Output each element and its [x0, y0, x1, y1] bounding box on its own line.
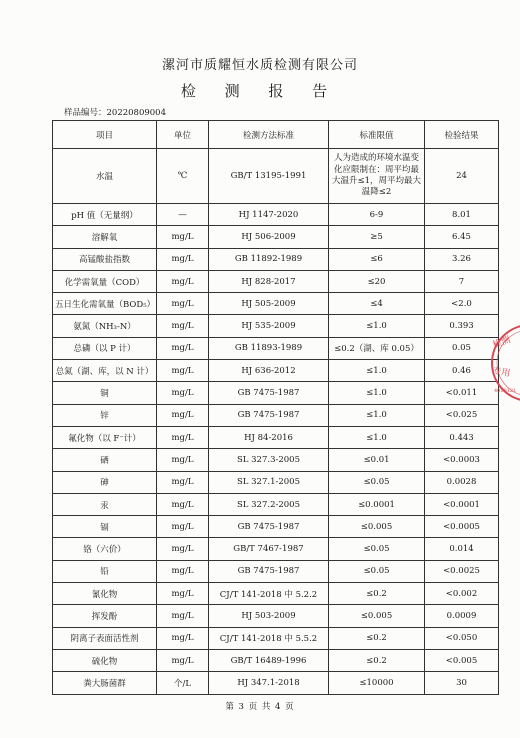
- cell-unit: mg/L: [157, 270, 209, 292]
- cell-method: HJ 828-2017: [209, 270, 329, 292]
- cell-method: GB 11892-1989: [209, 248, 329, 270]
- cell-item: 氰化物: [53, 583, 157, 605]
- table-row: [53, 471, 499, 493]
- cell-method: HJ 505-2009: [209, 293, 329, 315]
- cell-unit: mg/L: [157, 649, 209, 671]
- cell-item: 硒: [53, 449, 157, 471]
- cell-result: 0.0028: [425, 471, 499, 493]
- cell-result: <2.0: [425, 293, 499, 315]
- cell-method: HJ 347.1-2018: [209, 672, 329, 694]
- cell-item: 化学需氧量（COD）: [53, 270, 157, 292]
- sample-number: 样品编号：20220809004: [64, 108, 166, 118]
- cell-result: 0.05: [425, 337, 499, 359]
- cell-item: 溶解氧: [53, 226, 157, 248]
- cell-result: <0.0005: [425, 516, 499, 538]
- cell-limit: ≤1.0: [329, 315, 425, 337]
- cell-method: GB/T 13195-1991: [209, 149, 329, 204]
- cell-unit: mg/L: [157, 382, 209, 404]
- cell-item: 氟化物（以 F⁻计）: [53, 426, 157, 448]
- cell-item: 阴离子表面活性剂: [53, 627, 157, 649]
- cell-limit: ≤0.2: [329, 627, 425, 649]
- cell-item: 铅: [53, 560, 157, 582]
- cell-item: 粪大肠菌群: [53, 672, 157, 694]
- cell-limit: ≤0.05: [329, 538, 425, 560]
- table-row: [53, 516, 499, 538]
- cell-unit: —: [157, 204, 209, 226]
- cell-result: 30: [425, 672, 499, 694]
- cell-method: HJ 535-2009: [209, 315, 329, 337]
- cell-unit: mg/L: [157, 627, 209, 649]
- cell-limit: 人为造成的环境水温变化应限制在：周平均最大温升≤1，周平均最大温降≤2: [329, 149, 425, 204]
- cell-item: 水温: [53, 149, 157, 204]
- cell-limit: ≤0.2: [329, 649, 425, 671]
- cell-method: GB 7475-1987: [209, 560, 329, 582]
- cell-unit: mg/L: [157, 493, 209, 515]
- table-row: [53, 426, 499, 448]
- cell-limit: ≤0.005: [329, 605, 425, 627]
- table-row: [53, 538, 499, 560]
- cell-item: pH 值（无量纲）: [53, 204, 157, 226]
- table-row: [53, 449, 499, 471]
- cell-method: CJ/T 141-2018 中 5.2.2: [209, 583, 329, 605]
- cell-method: GB/T 7467-1987: [209, 538, 329, 560]
- cell-method: SL 327.1-2005: [209, 471, 329, 493]
- table-header-row: [53, 121, 499, 149]
- table-row: [53, 226, 499, 248]
- cell-unit: mg/L: [157, 426, 209, 448]
- cell-unit: mg/L: [157, 560, 209, 582]
- cell-unit: 个/L: [157, 672, 209, 694]
- cell-unit: mg/L: [157, 248, 209, 270]
- cell-result: <0.002: [425, 583, 499, 605]
- cell-unit: mg/L: [157, 293, 209, 315]
- table-row: [53, 560, 499, 582]
- cell-result: <0.011: [425, 382, 499, 404]
- cell-limit: ≤1.0: [329, 382, 425, 404]
- table-row: [53, 337, 499, 359]
- cell-method: SL 327.2-2005: [209, 493, 329, 515]
- cell-limit: ≤0.05: [329, 471, 425, 493]
- cell-method: GB 7475-1987: [209, 516, 329, 538]
- table-row: [53, 605, 499, 627]
- cell-unit: mg/L: [157, 337, 209, 359]
- cell-limit: ≤1.0: [329, 360, 425, 382]
- report-title: 检 测 报 告: [180, 82, 340, 100]
- table-row: [53, 627, 499, 649]
- cell-result: 8.01: [425, 204, 499, 226]
- svg-text:专用: 专用: [491, 366, 511, 380]
- table-row: [53, 649, 499, 671]
- cell-limit: ≤0.0001: [329, 493, 425, 515]
- table-row: [53, 315, 499, 337]
- cell-limit: ≤0.2: [329, 583, 425, 605]
- cell-item: 铜: [53, 382, 157, 404]
- cell-result: <0.0003: [425, 449, 499, 471]
- cell-result: 0.443: [425, 426, 499, 448]
- table-row: [53, 293, 499, 315]
- cell-limit: 6-9: [329, 204, 425, 226]
- cell-item: 挥发酚: [53, 605, 157, 627]
- cell-unit: mg/L: [157, 360, 209, 382]
- cell-result: <0.005: [425, 649, 499, 671]
- cell-result: 7: [425, 270, 499, 292]
- cell-result: <0.0025: [425, 560, 499, 582]
- table-row: [53, 248, 499, 270]
- cell-limit: ≤0.05: [329, 560, 425, 582]
- header-result: 检验结果: [425, 121, 499, 149]
- cell-result: 0.014: [425, 538, 499, 560]
- cell-limit: ≥5: [329, 226, 425, 248]
- cell-result: 3.26: [425, 248, 499, 270]
- company-name: 漯河市质耀恒水质检测有限公司: [161, 58, 358, 73]
- cell-unit: mg/L: [157, 315, 209, 337]
- cell-item: 五日生化需氧量（BOD₅）: [53, 293, 157, 315]
- cell-method: GB/T 16489-1996: [209, 649, 329, 671]
- results-table: [52, 120, 499, 695]
- cell-item: 砷: [53, 471, 157, 493]
- cell-unit: mg/L: [157, 449, 209, 471]
- svg-text:4010121: 4010121: [494, 388, 517, 394]
- cell-limit: ≤1.0: [329, 404, 425, 426]
- cell-unit: mg/L: [157, 605, 209, 627]
- cell-limit: ≤10000: [329, 672, 425, 694]
- cell-limit: ≤0.2（湖、库 0.05）: [329, 337, 425, 359]
- cell-unit: ℃: [157, 149, 209, 204]
- table-row: [53, 360, 499, 382]
- cell-method: HJ 1147-2020: [209, 204, 329, 226]
- cell-result: 6.45: [425, 226, 499, 248]
- cell-method: HJ 503-2009: [209, 605, 329, 627]
- table-body: [53, 149, 499, 695]
- cell-method: HJ 84-2016: [209, 426, 329, 448]
- header-limit: 标准限值: [329, 121, 425, 149]
- table-row: [53, 672, 499, 694]
- cell-item: 高锰酸盐指数: [53, 248, 157, 270]
- cell-result: <0.0001: [425, 493, 499, 515]
- table-row: [53, 204, 499, 226]
- header-method: 检测方法标准: [209, 121, 329, 149]
- cell-limit: ≤1.0: [329, 426, 425, 448]
- table-row: [53, 149, 499, 204]
- cell-unit: mg/L: [157, 538, 209, 560]
- cell-result: <0.025: [425, 404, 499, 426]
- cell-unit: mg/L: [157, 516, 209, 538]
- cell-limit: ≤20: [329, 270, 425, 292]
- cell-method: GB 7475-1987: [209, 382, 329, 404]
- header-item: 项目: [53, 121, 157, 149]
- table-row: [53, 583, 499, 605]
- cell-method: HJ 506-2009: [209, 226, 329, 248]
- svg-text:检测: 检测: [491, 335, 512, 351]
- table-row: [53, 382, 499, 404]
- cell-limit: ≤0.005: [329, 516, 425, 538]
- cell-unit: mg/L: [157, 226, 209, 248]
- page-number: 第 3 页 共 4 页: [225, 702, 295, 712]
- cell-unit: mg/L: [157, 471, 209, 493]
- cell-method: GB 7475-1987: [209, 404, 329, 426]
- cell-limit: ≤0.01: [329, 449, 425, 471]
- cell-method: CJ/T 141-2018 中 5.5.2: [209, 627, 329, 649]
- cell-limit: ≤6: [329, 248, 425, 270]
- cell-result: 0.46: [425, 360, 499, 382]
- table-row: [53, 493, 499, 515]
- cell-result: 24: [425, 149, 499, 204]
- cell-method: GB 11893-1989: [209, 337, 329, 359]
- cell-item: 镉: [53, 516, 157, 538]
- cell-method: HJ 636-2012: [209, 360, 329, 382]
- cell-result: 0.393: [425, 315, 499, 337]
- cell-item: 总氮（湖、库，以 N 计）: [53, 360, 157, 382]
- cell-unit: mg/L: [157, 583, 209, 605]
- table-row: [53, 404, 499, 426]
- cell-limit: ≤4: [329, 293, 425, 315]
- cell-result: <0.050: [425, 627, 499, 649]
- cell-item: 锌: [53, 404, 157, 426]
- cell-item: 氨氮（NH₃-N）: [53, 315, 157, 337]
- table-row: [53, 270, 499, 292]
- cell-item: 硫化物: [53, 649, 157, 671]
- cell-item: 铬（六价）: [53, 538, 157, 560]
- cell-unit: mg/L: [157, 404, 209, 426]
- header-unit: 单位: [157, 121, 209, 149]
- cell-result: 0.0009: [425, 605, 499, 627]
- cell-item: 汞: [53, 493, 157, 515]
- cell-method: SL 327.3-2005: [209, 449, 329, 471]
- cell-item: 总磷（以 P 计）: [53, 337, 157, 359]
